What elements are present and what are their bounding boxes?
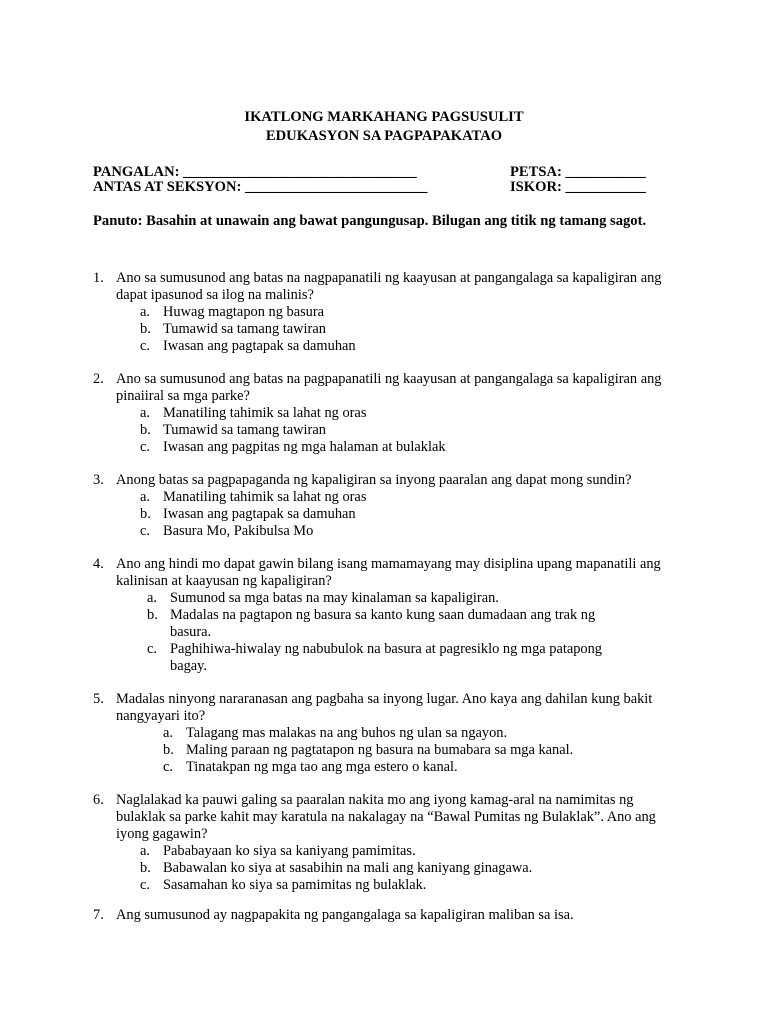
answer-options: [140, 304, 683, 355]
exam-subject: EDUKASYON SA PAGPAPAKATAO: [265, 128, 503, 144]
question-number: 3.: [93, 472, 104, 488]
option-text: Sumunod sa mga batas na may kinalaman sa kapaligiran.: [170, 590, 499, 606]
option-c[interactable]: [140, 877, 683, 894]
score-field[interactable]: ISKOR: ___________: [510, 179, 646, 195]
question-number: 5.: [93, 691, 104, 707]
question-number: 4.: [93, 556, 104, 572]
option-b[interactable]: [140, 422, 683, 439]
question-7: [93, 907, 683, 924]
answer-options: [140, 489, 683, 540]
option-letter: b.: [140, 860, 151, 876]
option-b[interactable]: [140, 321, 683, 338]
option-letter: b.: [140, 422, 151, 438]
option-letter: c.: [147, 641, 157, 657]
option-b[interactable]: [140, 860, 683, 877]
instructions: Panuto: Basahin at unawain ang bawat pangungusap. Bilugan ang titik ng tamang sagot.: [93, 213, 647, 229]
option-text: Maling paraan ng pagtatapon ng basura na bumabara sa mga kanal.: [186, 742, 574, 758]
option-letter: a.: [163, 725, 173, 741]
option-c[interactable]: [140, 439, 683, 456]
option-c[interactable]: [163, 759, 683, 776]
question-number: 1.: [93, 270, 104, 286]
question-text: Madalas ninyong nararanasan ang pagbaha sa inyong lugar. Ano kaya ang dahilan kung bakit nangyayari ito?: [116, 691, 653, 724]
option-text: Babawalan ko siya at sasabihin na mali ang kaniyang ginagawa.: [163, 860, 533, 876]
option-b[interactable]: [163, 742, 683, 759]
option-letter: c.: [140, 877, 150, 893]
option-letter: b.: [147, 607, 158, 623]
answer-options: [140, 843, 683, 894]
option-letter: a.: [140, 304, 150, 320]
option-a[interactable]: [140, 489, 683, 506]
question-text: Naglalakad ka pauwi galing sa paaralan nakita mo ang iyong kamag-aral na namimitas ng bulaklak sa parke kahit may karatula na nakalagay na “Bawal Pumitas ng Bulaklak”. Ano ang iyong gagawin?: [116, 792, 656, 842]
option-text: Manatiling tahimik sa lahat ng oras: [163, 489, 367, 505]
answer-options: [163, 725, 683, 776]
question-text: Ano ang hindi mo dapat gawin bilang isang mamamayang may disiplina upang mapanatili ang kalinisan at kaayusan ng kapaligiran?: [116, 556, 661, 589]
question-text: Anong batas sa pagpapaganda ng kapaligiran sa inyong paaralan ang dapat mong sundin?: [116, 472, 632, 488]
option-letter: a.: [140, 843, 150, 859]
option-letter: c.: [140, 439, 150, 455]
option-letter: b.: [163, 742, 174, 758]
option-text: Tumawid sa tamang tawiran: [163, 422, 326, 438]
question-text: Ang sumusunod ay nagpapakita ng pangangalaga sa kapaligiran maliban sa isa.: [116, 907, 574, 923]
option-c[interactable]: [147, 641, 617, 675]
question-2: [93, 371, 683, 456]
grade-section-field[interactable]: ANTAS AT SEKSYON: _________________________: [93, 179, 428, 195]
question-5: [93, 691, 683, 776]
option-text: Huwag magtapon ng basura: [163, 304, 325, 320]
name-field[interactable]: PANGALAN: ________________________________: [93, 164, 417, 180]
option-text: Tinatakpan ng mga tao ang mga estero o kanal.: [186, 759, 458, 775]
option-b[interactable]: [140, 506, 683, 523]
option-letter: a.: [140, 405, 150, 421]
option-letter: b.: [140, 506, 151, 522]
exam-title: IKATLONG MARKAHANG PAGSUSULIT: [244, 109, 524, 125]
option-a[interactable]: [163, 725, 683, 742]
option-a[interactable]: [147, 590, 617, 607]
question-4: [93, 556, 683, 675]
option-letter: c.: [140, 523, 150, 539]
option-text: Iwasan ang pagpitas ng mga halaman at bulaklak: [163, 439, 446, 455]
option-text: Basura Mo, Pakibulsa Mo: [163, 523, 314, 539]
option-letter: a.: [140, 489, 150, 505]
option-text: Iwasan ang pagtapak sa damuhan: [163, 338, 356, 354]
option-c[interactable]: [140, 338, 683, 355]
option-b[interactable]: [147, 607, 617, 641]
option-c[interactable]: [140, 523, 683, 540]
option-letter: b.: [140, 321, 151, 337]
question-text: Ano sa sumusunod ang batas na nagpapanatili ng kaayusan at pangangalaga sa kapaligiran ang dapat ipasunod sa ilog na malinis?: [116, 270, 662, 303]
question-1: [93, 270, 683, 355]
option-text: Pababayaan ko siya sa kaniyang pamimitas.: [163, 843, 416, 859]
date-field[interactable]: PETSA: ___________: [510, 164, 646, 180]
question-3: [93, 472, 683, 540]
option-a[interactable]: [140, 405, 683, 422]
answer-options: [147, 590, 683, 675]
question-number: 7.: [93, 907, 104, 923]
option-text: Tumawid sa tamang tawiran: [163, 321, 326, 337]
question-text: Ano sa sumusunod ang batas na pagpapanatili ng kaayusan at pangangalaga sa kapaligiran ang pinaiiral sa mga parke?: [116, 371, 662, 404]
option-text: Sasamahan ko siya sa pamimitas ng bulaklak.: [163, 877, 427, 893]
option-text: Madalas na pagtapon ng basura sa kanto kung saan dumadaan ang trak ng basura.: [170, 607, 596, 640]
option-a[interactable]: [140, 304, 683, 321]
option-text: Iwasan ang pagtapak sa damuhan: [163, 506, 356, 522]
option-letter: c.: [163, 759, 173, 775]
option-text: Talagang mas malakas na ang buhos ng ulan sa ngayon.: [186, 725, 508, 741]
question-6: [93, 792, 683, 894]
option-text: Paghihiwa-hiwalay ng nabubulok na basura at pagresiklo ng mga patapong bagay.: [170, 641, 603, 674]
option-letter: c.: [140, 338, 150, 354]
question-number: 2.: [93, 371, 104, 387]
option-a[interactable]: [140, 843, 683, 860]
answer-options: [140, 405, 683, 456]
question-number: 6.: [93, 792, 104, 808]
option-text: Manatiling tahimik sa lahat ng oras: [163, 405, 367, 421]
option-letter: a.: [147, 590, 157, 606]
